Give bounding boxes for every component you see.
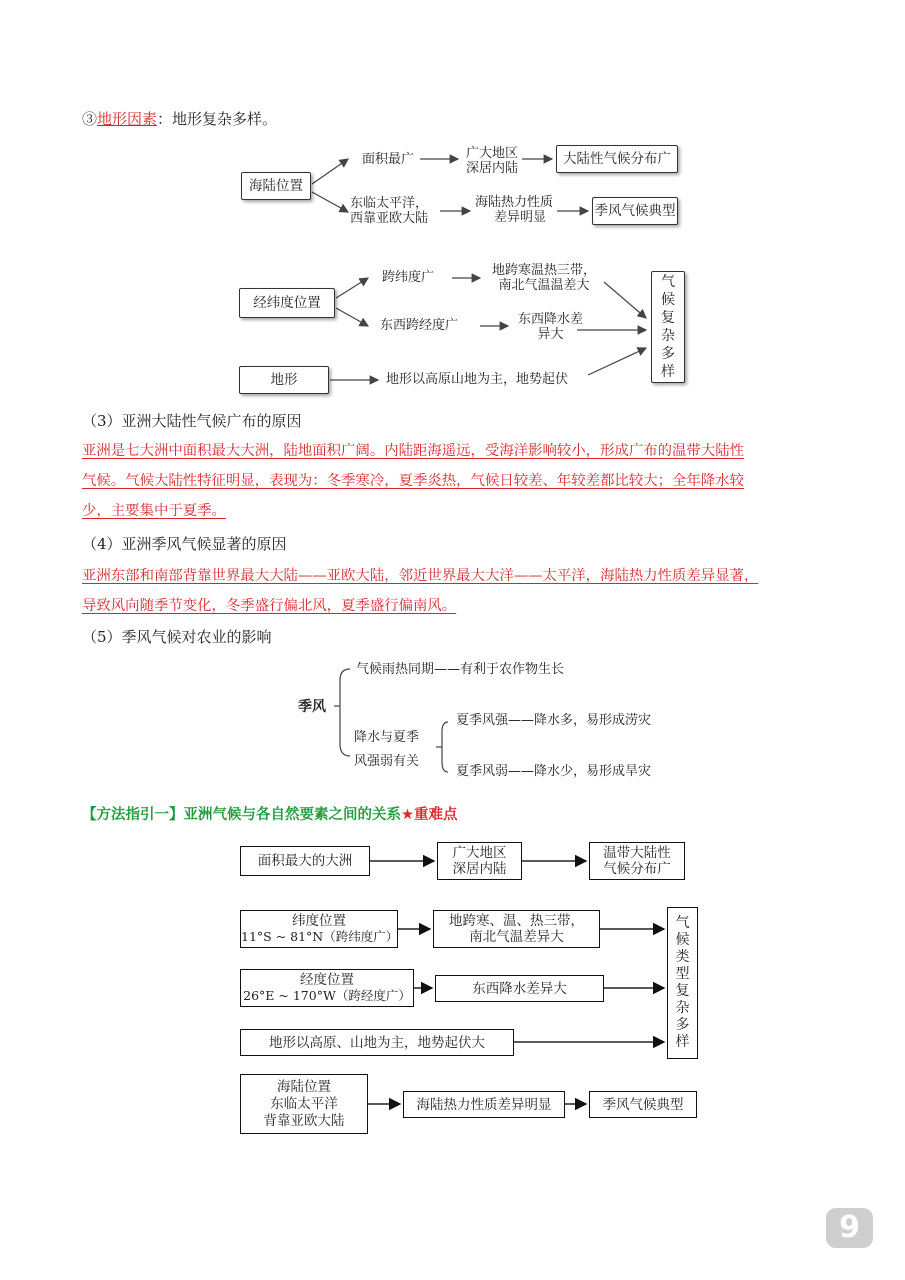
diagram1-b1-mid bbox=[466, 146, 518, 176]
d3-r3-b-label: 东西降水差异大 bbox=[472, 980, 567, 997]
sub3-line: 亚洲是七大洲中面积最大大洲，陆地面积广阔。内陆距海遥远，受海洋影响较小，形成广布的温带大陆性 bbox=[82, 443, 744, 459]
method-title bbox=[82, 807, 458, 823]
d3-result-char: 候 bbox=[675, 932, 690, 948]
d3-r2-b bbox=[433, 910, 600, 948]
d3-r2-b-l2: 南北气温差异大 bbox=[469, 929, 564, 945]
sub5-b2-l2: 风强弱有关 bbox=[354, 754, 420, 769]
d3-result-box bbox=[667, 907, 698, 1059]
sub5-dash: —— bbox=[434, 662, 461, 677]
diagram2-b1-res-l1: 地跨寒温热三带， bbox=[492, 263, 597, 278]
d3-result-char: 型 bbox=[675, 966, 690, 982]
d3-r5-a-l2: 东临太平洋 bbox=[270, 1095, 338, 1112]
diagram2-b2-result bbox=[518, 312, 583, 342]
d3-r1-b-l1: 广大地区 bbox=[452, 845, 507, 861]
sub5-heading: （5）季风气候对农业的影响 bbox=[82, 628, 272, 646]
d3-r2-a-l1: 纬度位置 bbox=[292, 913, 346, 929]
diagram2-root1-label: 经纬度位置 bbox=[253, 295, 321, 311]
d3-r5-a-label bbox=[264, 1079, 345, 1130]
sub5-b2-l1: 降水与夏季 bbox=[354, 730, 420, 745]
terrain-factor-text: ：地形复杂多样。 bbox=[157, 110, 278, 128]
sub5-b2 bbox=[354, 726, 419, 774]
point-number: ③ bbox=[82, 110, 98, 128]
diagram2-root2-result: 地形以高原山地为主，地势起伏 bbox=[386, 372, 569, 387]
diagram1-root-box bbox=[241, 172, 311, 200]
d3-r2-a-l2: 11°S ~ 81°N（跨纬度广） bbox=[241, 929, 399, 944]
sub4-line: 导致风向随季节变化，冬季盛行偏北风，夏季盛行偏南风。 bbox=[82, 598, 457, 614]
diagram2-b2: 东西跨经度广 bbox=[380, 318, 459, 333]
d3-r5-c bbox=[589, 1091, 697, 1118]
d3-result-char: 多 bbox=[675, 1017, 690, 1033]
diagram1-b2-cond-l2: 西靠亚欧大陆 bbox=[350, 211, 429, 226]
d3-result-char: 样 bbox=[675, 1034, 690, 1050]
diagram2-b1: 跨纬度广 bbox=[382, 270, 435, 285]
diagram1-b2-cond-l1: 东临太平洋， bbox=[350, 196, 429, 211]
diagram1-b1-cond: 面积最广 bbox=[362, 152, 415, 167]
d3-r3-a-label bbox=[243, 972, 411, 1004]
sub4-heading: （4）亚洲季风气候显著的原因 bbox=[82, 535, 287, 553]
d3-r5-c-label: 季风气候典型 bbox=[602, 1096, 684, 1113]
sub4-paragraph bbox=[82, 561, 827, 621]
sub4-line: 亚洲东部和南部背靠世界最大大陆——亚欧大陆，邻近世界最大大洋——太平洋，海陆热力性质差异显著， bbox=[82, 568, 759, 584]
d3-r2-b-label bbox=[449, 913, 584, 945]
d3-r5-a-l3: 背靠亚欧大陆 bbox=[263, 1112, 345, 1129]
d3-r5-a-l1: 海陆位置 bbox=[277, 1078, 331, 1095]
diagram2-result-char: 复 bbox=[661, 310, 675, 326]
diagram2-result-char: 气 bbox=[661, 274, 675, 290]
d3-r2-a-label bbox=[241, 913, 397, 945]
page-number: 9 bbox=[839, 1210, 860, 1245]
diagram2-root1-box bbox=[239, 288, 335, 318]
d3-r1-c-l1: 温带大陆性 bbox=[603, 845, 671, 861]
d3-result-char: 气 bbox=[675, 915, 690, 931]
diagram2-b1-result bbox=[492, 263, 596, 293]
d3-r1-a-label: 面积最大的大洲 bbox=[257, 853, 353, 869]
sub5-b1 bbox=[356, 662, 564, 678]
sub5-dash: —— bbox=[508, 713, 535, 728]
sub5-b1-result: 有利于农作物生长 bbox=[460, 662, 565, 677]
d3-result-char: 类 bbox=[675, 949, 690, 965]
diagram2-result-char: 候 bbox=[661, 292, 675, 308]
diagram1-b2-result-box bbox=[592, 197, 678, 225]
sub3-line: 气候。气候大陆性特征明显，表现为：冬季寒冷，夏季炎热，气候日较差、年较差都比较大；全年降水较 bbox=[82, 473, 744, 489]
d3-r3-a-l2: 26°E ~ 170°W（跨经度广） bbox=[243, 988, 411, 1003]
diagram1-b2-mid bbox=[475, 195, 553, 225]
d3-r5-b bbox=[403, 1091, 565, 1118]
diagram1-b2-mid-l2: 差异明显 bbox=[494, 210, 547, 225]
diagram1-b1-mid-l1: 广大地区 bbox=[466, 146, 519, 161]
d3-r1-c bbox=[589, 842, 685, 880]
sub5-b1-label: 气候雨热同期 bbox=[356, 662, 435, 677]
diagram2-b1-res-l2: 南北气温温差大 bbox=[498, 278, 590, 293]
diagram2-b2-res-l1: 东西降水差 bbox=[518, 312, 584, 327]
star-icon: ★ bbox=[401, 807, 414, 823]
diagram1-root-label: 海陆位置 bbox=[249, 178, 303, 194]
diagram2-root2-box bbox=[239, 366, 329, 394]
d3-r1-b bbox=[437, 842, 522, 880]
sub5-b2b-label: 夏季风弱 bbox=[456, 764, 509, 779]
d3-r4-a-label: 地形以高原、山地为主，地势起伏大 bbox=[269, 1034, 485, 1051]
diagram1-b2-mid-l1: 海陆热力性质 bbox=[475, 195, 554, 210]
sub5-b2b-result: 降水少，易形成旱灾 bbox=[534, 764, 652, 779]
diagram1-b1-mid-l2: 深居内陆 bbox=[466, 161, 519, 176]
sub3-heading: （3）亚洲大陆性气候广布的原因 bbox=[82, 412, 302, 430]
page-number-badge bbox=[826, 1208, 873, 1248]
d3-r4-a bbox=[240, 1029, 514, 1056]
diagram2-result-char: 杂 bbox=[661, 328, 675, 344]
d3-result-char: 杂 bbox=[675, 1000, 690, 1016]
diagram2-result-char: 样 bbox=[661, 364, 675, 380]
diagram2-b2-res-l2: 异大 bbox=[537, 327, 564, 342]
diagram2-result-box bbox=[651, 271, 685, 383]
diagram1-b1-result-box bbox=[556, 145, 678, 173]
diagram2-root2-label: 地形 bbox=[270, 372, 298, 388]
d3-r5-a bbox=[240, 1074, 368, 1134]
diagram2-result-char: 多 bbox=[661, 346, 675, 362]
sub5-b2a-result: 降水多，易形成涝灾 bbox=[534, 713, 652, 728]
sub5-b2a bbox=[456, 713, 651, 729]
diagram1-b2-result: 季风气候典型 bbox=[594, 203, 676, 219]
d3-r1-a bbox=[240, 846, 370, 876]
sub5-b2b bbox=[456, 764, 651, 780]
d3-r3-a-l1: 经度位置 bbox=[299, 972, 354, 988]
d3-r3-b bbox=[435, 975, 604, 1002]
d3-result-char: 复 bbox=[675, 983, 690, 999]
diagram1-b1-result: 大陆性气候分布广 bbox=[563, 151, 671, 167]
terrain-factor-keyword: 地形因素 bbox=[97, 110, 158, 128]
sub3-paragraph bbox=[82, 436, 827, 526]
sub5-dash: —— bbox=[508, 764, 535, 779]
d3-r1-c-l2: 气候分布广 bbox=[603, 861, 671, 877]
sub5-root: 季风 bbox=[298, 699, 326, 715]
d3-r2-b-l1: 地跨寒、温、热三带， bbox=[449, 913, 584, 929]
d3-r5-b-label: 海陆热力性质差异明显 bbox=[416, 1096, 552, 1113]
d3-r3-a bbox=[240, 969, 414, 1007]
sub5-b2a-label: 夏季风强 bbox=[456, 713, 509, 728]
method-title-text: 【方法指引一】亚洲气候与各自然要素之间的关系 bbox=[82, 807, 401, 823]
d3-r1-b-label bbox=[453, 845, 507, 877]
d3-r1-c-label bbox=[603, 845, 671, 877]
d3-r1-b-l2: 深居内陆 bbox=[452, 861, 507, 877]
diagram1-b2-cond bbox=[350, 196, 428, 226]
method-star-label: 重难点 bbox=[414, 807, 458, 823]
d3-r2-a bbox=[240, 910, 398, 948]
sub3-line: 少，主要集中于夏季。 bbox=[82, 503, 226, 519]
